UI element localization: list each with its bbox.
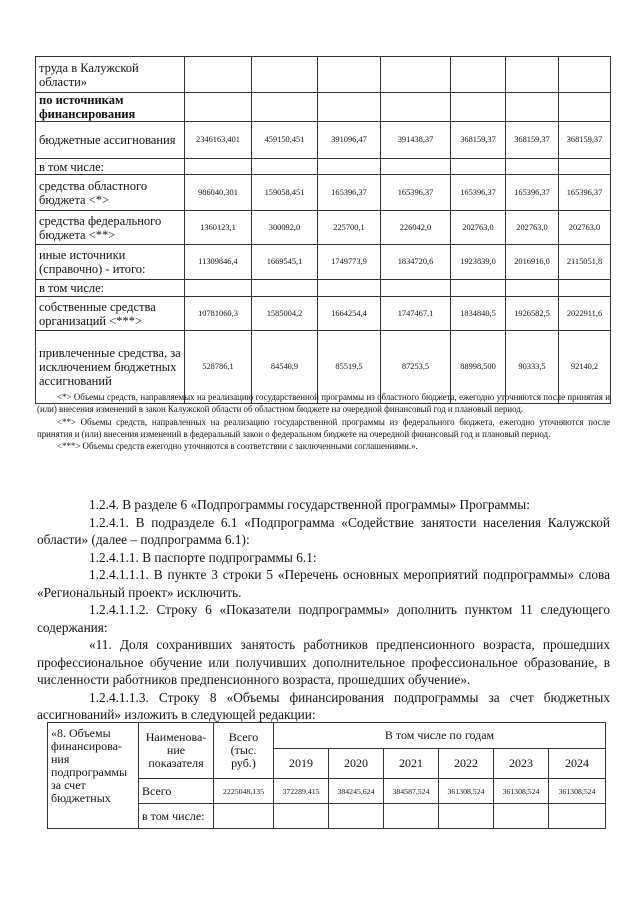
row-label: по источникам финансирования (36, 93, 185, 122)
cell-value: 2022911,6 (559, 297, 611, 331)
paragraph-1-2-4-1: 1.2.4.1. В подразделе 6.1 «Подпрограмма «Содействие занятости населения Калужской области» (далее – подпрограмма 6.1): (37, 514, 610, 547)
cell-value: 87253,5 (381, 331, 451, 404)
cell-value: 85519,5 (318, 331, 381, 404)
cell-value: 2016916,0 (506, 245, 559, 280)
value-2020 (329, 804, 384, 829)
financing-sources-table (35, 56, 611, 404)
table-row (36, 245, 611, 280)
cell-value (381, 159, 451, 175)
name-header: Наименова-ние показателя (139, 723, 214, 779)
row-total (214, 804, 274, 829)
cell-value: 165396,37 (559, 175, 611, 211)
paragraph-1-2-4: 1.2.4. В разделе 6 «Подпрограммы государственной программы» Программы: (89, 497, 530, 512)
cell-value (252, 280, 318, 297)
cell-value: 1664254,4 (318, 297, 381, 331)
value-2022 (439, 804, 494, 829)
cell-value (252, 57, 318, 93)
cell-value: 1360123,1 (185, 211, 252, 245)
year-2020: 2020 (329, 749, 384, 779)
cell-value (318, 93, 381, 122)
cell-value (381, 280, 451, 297)
cell-value (451, 159, 506, 175)
cell-value: 202763,0 (506, 211, 559, 245)
row-label: средства областного бюджета <*> (36, 175, 185, 211)
value-2019 (274, 804, 329, 829)
cell-value: 84540,9 (252, 331, 318, 404)
year-2022: 2022 (439, 749, 494, 779)
row-label: бюджетные ассигнования (36, 122, 185, 159)
cell-value (381, 57, 451, 93)
row-label: собственные средства организаций <***> (36, 297, 185, 331)
cell-value: 391438,37 (381, 122, 451, 159)
cell-value: 1669545,1 (252, 245, 318, 280)
row-label: привлеченные средства, за исключением бюджетных ассигнований (36, 331, 185, 404)
value-2019: 372289,415 (274, 779, 329, 804)
year-2019: 2019 (274, 749, 329, 779)
table-row (36, 159, 611, 175)
cell-value: 1834840,5 (451, 297, 506, 331)
cell-value: 1585004,2 (252, 297, 318, 331)
cell-value (506, 280, 559, 297)
cell-value: 1923839,0 (451, 245, 506, 280)
cell-value: 528786,1 (185, 331, 252, 404)
cell-value: 165396,37 (506, 175, 559, 211)
cell-value: 11309846,4 (185, 245, 252, 280)
paragraph-1-2-4-1-1-1: 1.2.4.1.1.1. В пункте 3 строки 5 «Перечень основных мероприятий подпрограммы» слова «Региональный проект» исключить. (37, 567, 610, 600)
cell-value (185, 57, 252, 93)
footnote-regional-budget: <*> Объемы средств, направляемых на реализацию государственной программы из областного бюджета, ежегодно уточняются после принятия и (или) внесения изменений в закон Калужской области об областном бюджете на очередной финансовый год и плановый период. (37, 392, 610, 415)
cell-value (506, 159, 559, 175)
cell-value (185, 159, 252, 175)
cell-value (318, 57, 381, 93)
table-row (36, 297, 611, 331)
cell-value (559, 93, 611, 122)
cell-value: 202763,0 (451, 211, 506, 245)
value-2024: 361308,524 (549, 779, 606, 804)
table-row (36, 57, 611, 93)
cell-value: 202763,0 (559, 211, 611, 245)
cell-value: 226042,0 (381, 211, 451, 245)
financing-table-body (36, 57, 611, 404)
value-2024 (549, 804, 606, 829)
cell-value: 165396,37 (451, 175, 506, 211)
footnotes (37, 391, 610, 452)
cell-value: 165396,37 (318, 175, 381, 211)
row-total: 2225048,135 (214, 779, 274, 804)
cell-value (559, 57, 611, 93)
value-2023 (494, 804, 549, 829)
paragraph-1-2-4-1-1: 1.2.4.1.1. В паспорте подпрограммы 6.1: (89, 549, 317, 565)
table-row (36, 93, 611, 122)
cell-value: 368159,37 (559, 122, 611, 159)
row-label: в том числе: (139, 804, 214, 829)
cell-value: 986040,301 (185, 175, 252, 211)
cell-value: 1834720,6 (381, 245, 451, 280)
cell-value (506, 57, 559, 93)
cell-value (451, 93, 506, 122)
cell-value: 88998,500 (451, 331, 506, 404)
cell-value: 300092,0 (252, 211, 318, 245)
cell-value: 92140,2 (559, 331, 611, 404)
cell-value (381, 93, 451, 122)
cell-value (185, 280, 252, 297)
cell-value (185, 93, 252, 122)
cell-value (451, 57, 506, 93)
table-row (36, 122, 611, 159)
cell-value (559, 280, 611, 297)
row-title-cell: «8. Объемы финансирова-ния подпрограммы за счет бюджетных (48, 723, 139, 829)
value-2022: 361308,524 (439, 779, 494, 804)
footnote-federal-budget: <**> Объемы средств, направленных на реализацию государственной программы из федерального бюджета, ежегодно уточняются после принятия и (или) внесения изменений в федеральный закон о федеральном бюджете на очередной финансовый год и плановый период. (37, 416, 610, 439)
cell-value (506, 93, 559, 122)
table-row (36, 280, 611, 297)
cell-value: 1749773,9 (318, 245, 381, 280)
cell-value: 368159,37 (506, 122, 559, 159)
value-2023: 361308,524 (494, 779, 549, 804)
paragraph-indicator-11: «11. Доля сохранивших занятость работников предпенсионного возраста, прошедших профессиональное обучение или получивших дополнительное профессиональное образование, в численности работников предпенсионного возраста, прошедших обучение». (37, 637, 610, 687)
cell-value: 1926582,5 (506, 297, 559, 331)
cell-value: 2115051,8 (559, 245, 611, 280)
total-header: Всего (тыс. руб.) (214, 723, 274, 779)
cell-value (252, 159, 318, 175)
cell-value: 10781060,3 (185, 297, 252, 331)
row-label: Всего (139, 779, 214, 804)
year-2024: 2024 (549, 749, 606, 779)
paragraph-1-2-4-1-1-3: 1.2.4.1.1.3. Строку 8 «Объемы финансирования подпрограммы за счет бюджетных ассигнований» изложить в следующей редакции: (37, 689, 610, 722)
cell-value: 165396,37 (381, 175, 451, 211)
years-header: В том числе по годам (274, 723, 606, 749)
cell-value (318, 280, 381, 297)
body-text (37, 496, 610, 724)
cell-value: 459150,451 (252, 122, 318, 159)
footnote-agreements: <***> Объемы средств ежегодно уточняются в соответствии с заключенными соглашениями.». (57, 441, 418, 452)
row-label: в том числе: (36, 280, 185, 297)
cell-value: 2346163,401 (185, 122, 252, 159)
value-2021: 384587,524 (384, 779, 439, 804)
cell-value: 90333,5 (506, 331, 559, 404)
value-2021 (384, 804, 439, 829)
row-label: средства федерального бюджета <**> (36, 211, 185, 245)
cell-value (252, 93, 318, 122)
row-label: иные источники (справочно) - итого: (36, 245, 185, 280)
header-row (48, 723, 606, 749)
cell-value: 391096,47 (318, 122, 381, 159)
cell-value (451, 280, 506, 297)
row-label: труда в Калужской области» (36, 57, 185, 93)
cell-value (559, 159, 611, 175)
cell-value: 159058,451 (252, 175, 318, 211)
cell-value: 225700,1 (318, 211, 381, 245)
value-2020: 384245,624 (329, 779, 384, 804)
year-2023: 2023 (494, 749, 549, 779)
table-row (36, 211, 611, 245)
cell-value: 368159,37 (451, 122, 506, 159)
row-label: в том числе: (36, 159, 185, 175)
paragraph-1-2-4-1-1-2: 1.2.4.1.1.2. Строку 6 «Показатели подпрограммы» дополнить пунктом 11 следующего содержания: (37, 602, 610, 635)
cell-value: 1747467,1 (381, 297, 451, 331)
table-row (36, 175, 611, 211)
subprogram-financing-table (47, 722, 606, 829)
year-2021: 2021 (384, 749, 439, 779)
cell-value (318, 159, 381, 175)
